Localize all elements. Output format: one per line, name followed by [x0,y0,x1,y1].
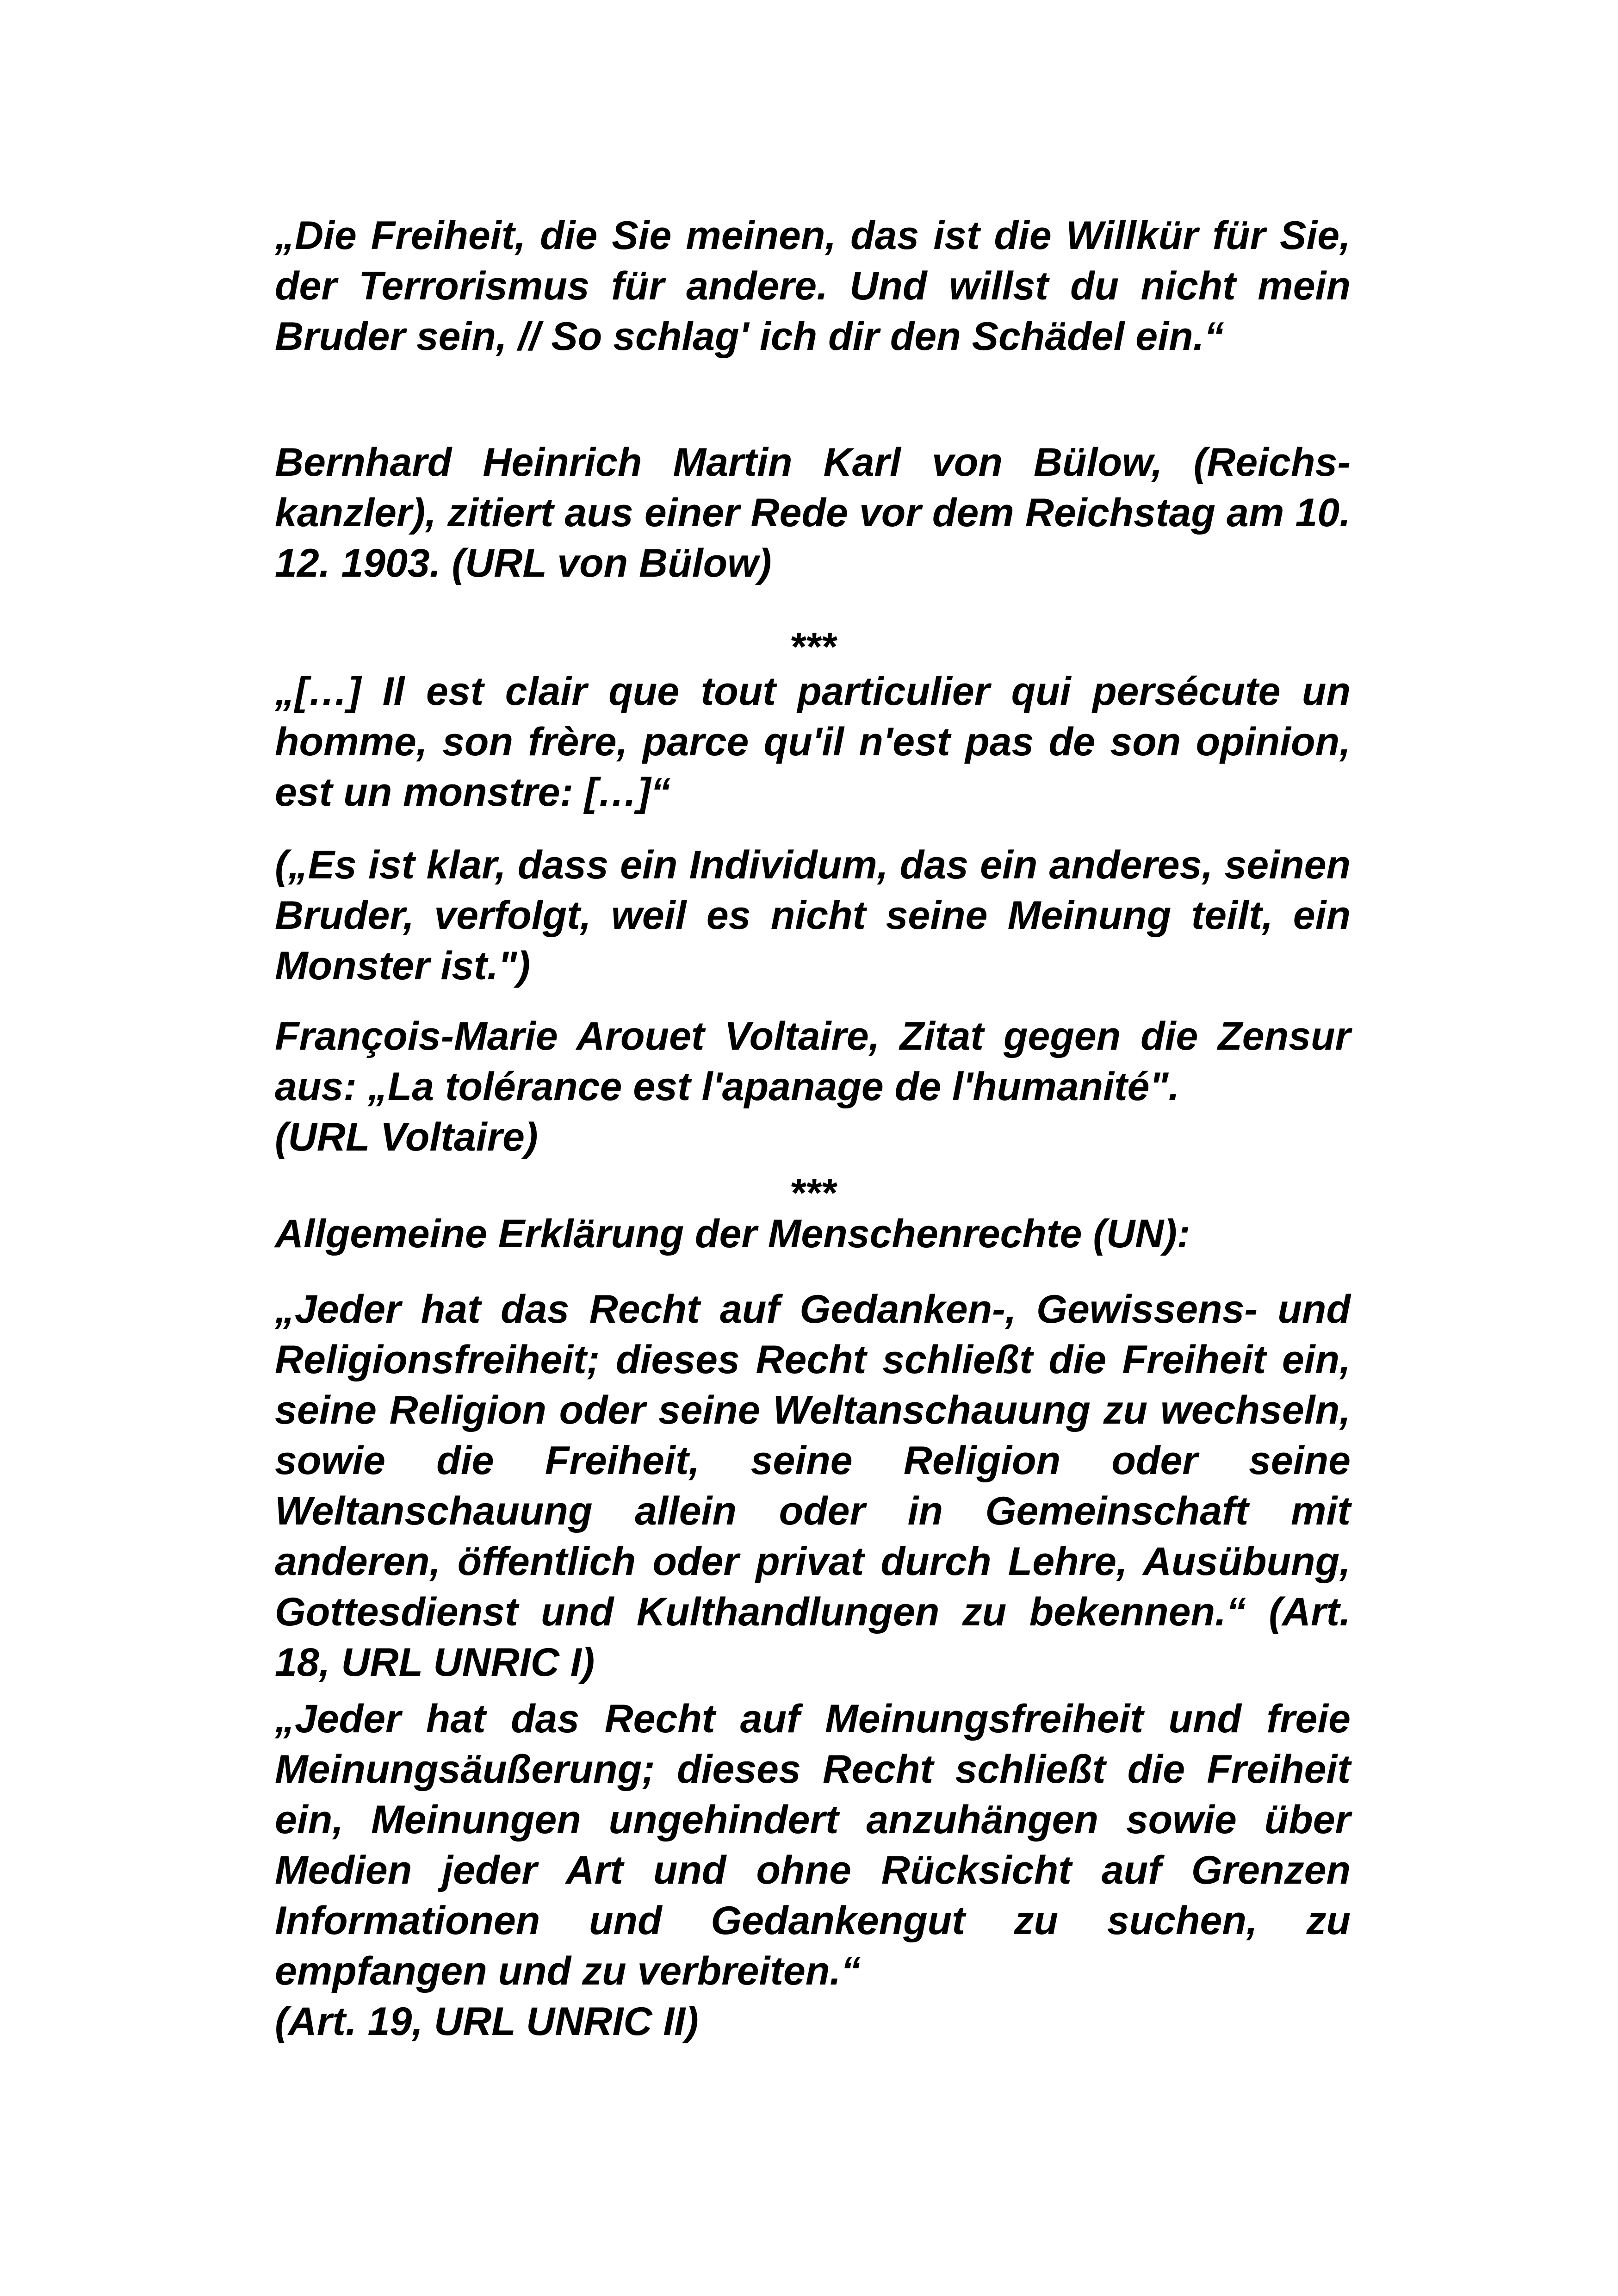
quote-buelow-text: „Die Freiheit, die Sie meinen, das ist die Willkür für Sie, der Terrorismus für andere. Und willst du nicht mein Bruder sein, // So schlag' ich dir den Schädel ein.“ [275,213,1351,359]
separator-asterisks: *** [789,625,836,669]
declaration-article-19-block [275,1694,1351,2047]
quote-voltaire-translation-block [275,840,1351,991]
quote-voltaire-block [275,666,1351,818]
separator-asterisks: *** [789,1171,836,1215]
declaration-heading: Allgemeine Erklärung der Menschenrechte (UN): [275,1212,1190,1256]
quote-buelow-block [275,211,1351,362]
quote-voltaire-attribution: François-Marie Arouet Voltaire, Zitat gegen die Zensur aus: „La tolérance est l'apanage de l'humanité". [275,1014,1351,1109]
declaration-article-19-reference: (Art. 19, URL UNRIC II) [275,1999,699,2044]
quote-voltaire-text: „[…] Il est clair que tout particulier qui persécute un homme, son frère, parce qu'il n'est pas de son opinion, est un monstre: […]“ [275,669,1351,815]
quote-voltaire-translation: („Es ist klar, dass ein Individum, das ein anderes, seinen Bruder, verfolgt, weil es nicht seine Meinung teilt, ein Monster ist.") [275,843,1351,988]
quote-buelow-attribution: Bernhard Heinrich Martin Karl von Bülow, (Reichskanzler), zitiert aus einer Rede vor dem Reichstag am 10. 12. 1903. (URL von Bülow) [275,440,1351,585]
declaration-article-18: „Jeder hat das Recht auf Gedanken-, Gewissens- und Religionsfreiheit; dieses Recht schließt die Freiheit ein, seine Religion oder seine Weltanschauung zu wechseln, sowie die Freiheit, seine Religion oder seine Weltanschauung allein oder in Gemeinschaft mit anderen, öffentlich oder privat durch Lehre, Ausübung, Gottesdienst und Kulthandlungen zu bekennen.“ (Art. 18, URL UNRIC I) [275,1287,1351,1685]
declaration-heading-block [275,1209,1351,1259]
quote-voltaire-url: (URL Voltaire) [275,1115,538,1159]
quote-buelow-attribution-block [275,437,1351,589]
declaration-article-19: „Jeder hat das Recht auf Meinungsfreiheit und freie Meinungsäußerung; dieses Recht schließt die Freiheit ein, Meinungen ungehindert anzuhängen sowie über Medien jeder Art und ohne Rücksicht auf Grenzen Informationen und Gedankengut zu suchen, zu empfangen und zu verbreiten.“ [275,1697,1351,1993]
quote-voltaire-attribution-block [275,1011,1351,1163]
declaration-article-18-block [275,1284,1351,1688]
